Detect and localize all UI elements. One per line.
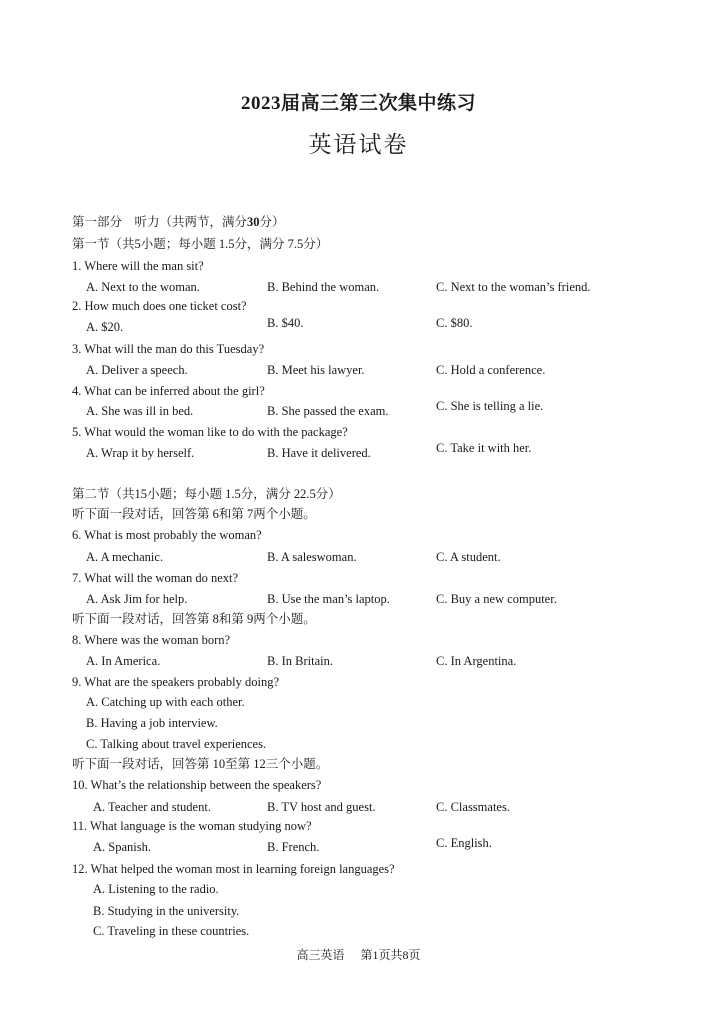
- exam-title: 2023届高三第三次集中练习: [240, 93, 476, 114]
- part1-heading-end: 分）: [259, 215, 285, 229]
- q2-option-c: C. $80.: [436, 316, 473, 330]
- footer-page-number: 第1页共8页: [360, 948, 421, 962]
- q7-option-b: B. Use the man’s laptop.: [267, 592, 390, 606]
- q5-option-b: B. Have it delivered.: [267, 446, 371, 460]
- part1-heading: [72, 214, 285, 230]
- q8-option-c: C. In Argentina.: [436, 654, 517, 668]
- question-3: 3. What will the man do this Tuesday?: [72, 342, 265, 356]
- q9-option-a: A. Catching up with each other.: [86, 695, 245, 709]
- q5-option-a: A. Wrap it by herself.: [86, 446, 195, 460]
- q12-option-b: B. Studying in the university.: [93, 904, 240, 918]
- q2-option-b: B. $40.: [267, 316, 304, 330]
- q4-option-a: A. She was ill in bed.: [86, 404, 194, 418]
- q10-option-c: C. Classmates.: [436, 800, 510, 814]
- question-9: 9. What are the speakers probably doing?: [72, 675, 279, 689]
- q12-option-c: C. Traveling in these countries.: [93, 924, 250, 938]
- question-6: 6. What is most probably the woman?: [72, 528, 262, 542]
- q10-option-b: B. TV host and guest.: [267, 800, 376, 814]
- question-10: 10. What’s the relationship between the speakers?: [72, 778, 322, 792]
- question-8: 8. Where was the woman born?: [72, 633, 231, 647]
- q2-option-a: A. $20.: [86, 320, 124, 334]
- part1-heading-text: 第一部分 听力（共两节，满分: [72, 215, 248, 229]
- question-1: 1. Where will the man sit?: [72, 259, 204, 273]
- q4-option-c: C. She is telling a lie.: [436, 399, 544, 413]
- q1-option-c: C. Next to the woman’s friend.: [436, 280, 591, 294]
- q1-option-b: B. Behind the woman.: [267, 280, 380, 294]
- section1-heading: 第一节（共5小题；每小题 1.5分，满分 7.5分）: [72, 237, 329, 251]
- q3-option-a: A. Deliver a speech.: [86, 363, 188, 377]
- q3-option-c: C. Hold a conference.: [436, 363, 546, 377]
- q10-option-a: A. Teacher and student.: [93, 800, 211, 814]
- question-11: 11. What language is the woman studying now?: [72, 819, 312, 833]
- q7-option-a: A. Ask Jim for help.: [86, 592, 188, 606]
- q6-option-c: C. A student.: [436, 550, 501, 564]
- q3-option-b: B. Meet his lawyer.: [267, 363, 365, 377]
- q7-option-c: C. Buy a new computer.: [436, 592, 557, 606]
- section2-heading: 第二节（共15小题；每小题 1.5分，满分 22.5分）: [72, 487, 341, 501]
- q9-option-b: B. Having a job interview.: [86, 716, 218, 730]
- q5-option-c: C. Take it with her.: [436, 441, 532, 455]
- q6-option-b: B. A saleswoman.: [267, 550, 357, 564]
- q8-option-a: A. In America.: [86, 654, 161, 668]
- q8-option-b: B. In Britain.: [267, 654, 333, 668]
- page-footer: [0, 946, 717, 963]
- question-5: 5. What would the woman like to do with the package?: [72, 425, 348, 439]
- question-4: 4. What can be inferred about the girl?: [72, 384, 265, 398]
- instruction-10-12: 听下面一段对话，回答第 10至第 12三个小题。: [72, 757, 329, 771]
- q11-option-b: B. French.: [267, 840, 320, 854]
- q11-option-c: C. English.: [436, 836, 492, 850]
- question-2: 2. How much does one ticket cost?: [72, 299, 247, 313]
- question-7: 7. What will the woman do next?: [72, 571, 239, 585]
- footer-subject: 高三英语: [296, 948, 345, 962]
- q6-option-a: A. A mechanic.: [86, 550, 164, 564]
- part1-heading-score: 30: [247, 215, 260, 229]
- q4-option-b: B. She passed the exam.: [267, 404, 389, 418]
- question-12: 12. What helped the woman most in learning foreign languages?: [72, 862, 395, 876]
- instruction-6-7: 听下面一段对话，回答第 6和第 7两个小题。: [72, 507, 316, 521]
- exam-subtitle: 英语试卷: [308, 132, 409, 157]
- q12-option-a: A. Listening to the radio.: [93, 882, 219, 896]
- q1-option-a: A. Next to the woman.: [86, 280, 200, 294]
- instruction-8-9: 听下面一段对话，回答第 8和第 9两个小题。: [72, 612, 316, 626]
- q11-option-a: A. Spanish.: [93, 840, 151, 854]
- q9-option-c: C. Talking about travel experiences.: [86, 737, 267, 751]
